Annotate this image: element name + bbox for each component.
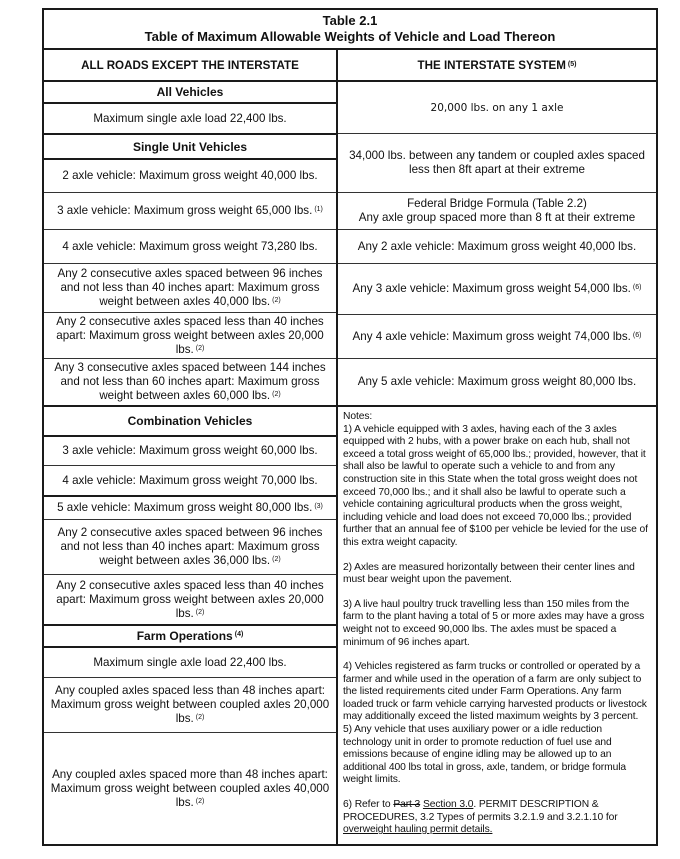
- row-text: Any 3 axle vehicle: Maximum gross weight 54,000 lbs.: [352, 282, 631, 295]
- table-row: [44, 520, 336, 574]
- section-heading: All Vehicles: [156, 85, 224, 99]
- table-row: [44, 437, 336, 465]
- table-row: [338, 134, 656, 192]
- table-row: [338, 193, 656, 229]
- table-caption: Table of Maximum Allowable Weights of Vehicle and Load Thereon: [144, 29, 556, 44]
- row-text: Any 4 axle vehicle: Maximum gross weight 74,000 lbs.: [352, 329, 631, 343]
- right-header-text: THE INTERSTATE SYSTEM: [417, 58, 566, 72]
- table-row: [44, 733, 336, 844]
- row-text: Any 3 consecutive axles spaced between 144 inches and not less than 60 inches apart: Maximum gross weight between axles 60,000 lbs.: [54, 361, 326, 402]
- row-text-secondary: Any axle group spaced more than 8 ft at their extreme: [358, 211, 636, 224]
- row-text: 5 axle vehicle: Maximum gross weight 80,000 lbs.: [57, 501, 313, 514]
- row-text: Any 2 axle vehicle: Maximum gross weight 40,000 lbs.: [357, 239, 637, 253]
- table-row: [44, 230, 336, 263]
- table-row: [44, 466, 336, 495]
- row-text: 4 axle vehicle: Maximum gross weight 70,000 lbs.: [62, 473, 318, 487]
- row-text: Maximum single axle load 22,400 lbs.: [93, 111, 287, 125]
- left-column-header: [44, 50, 336, 81]
- row-text: 3 axle vehicle: Maximum gross weight 65,000 lbs.: [57, 204, 313, 217]
- table-row: [44, 575, 336, 624]
- section-single-unit: [44, 135, 336, 158]
- row-text: 34,000 lbs. between any tandem or coupled axles spaced less then 8ft apart at their extreme: [349, 149, 645, 176]
- footnote-ref: (2): [195, 714, 205, 721]
- table-row: [44, 313, 336, 358]
- row-text: Any 5 axle vehicle: Maximum gross weight 80,000 lbs.: [357, 375, 637, 388]
- footnote-ref: (2): [195, 344, 205, 352]
- row-text: Any coupled axles spaced less than 48 inches apart: Maximum gross weight between coupled axles 20,000 lbs.: [50, 684, 330, 725]
- note-3: 3) A live haul poultry truck travelling less than 150 miles from the farm to the plant having a total of 5 or more axles may have a gross weight not to exceed 90,000 lbs. The axles must be spaced a minimum of 96 inches apart.: [343, 598, 645, 648]
- footnote-ref: (2): [272, 297, 281, 304]
- note-6-body: . PERMIT DESCRIPTION & PROCEDURES, 3.2 Types of permits 3.2.1.9 and 3.2.1.10 for: [343, 799, 618, 823]
- note-2: 2) Axles are measured horizontally between their center lines and must bear weight upon the pavement.: [343, 561, 635, 586]
- struck-text: Part 3: [393, 799, 421, 811]
- left-header-text: ALL ROADS EXCEPT THE INTERSTATE: [81, 58, 299, 72]
- notes-heading: Notes:: [343, 411, 373, 422]
- weights-table: [42, 8, 658, 846]
- footnote-ref: (6): [632, 284, 642, 291]
- footnote-ref: (2): [195, 608, 205, 616]
- right-column-header: [338, 50, 656, 81]
- row-text: Any 2 consecutive axles spaced less than 40 inches apart: Maximum gross weight between axles 20,000 lbs.: [56, 578, 324, 620]
- section-reference: Section 3.0: [422, 799, 474, 811]
- table-row: [44, 648, 336, 677]
- row-text: 20,000 lbs. on any 1 axle: [430, 101, 564, 114]
- row-text: Maximum single axle load 22,400 lbs.: [93, 655, 287, 669]
- section-farm-operations: [44, 626, 336, 646]
- table-title: [44, 10, 656, 48]
- table-row: [44, 193, 336, 229]
- table-row: [44, 104, 336, 133]
- section-heading: Combination Vehicles: [127, 414, 253, 428]
- note-5: 5) Any vehicle that uses auxiliary power or a idle reduction technology unit in order to promote reduction of fuel use and emissions because of engine idling may be allowed up to an additional 400 lbs total in gross, axle, tandem, or bridge formula weight limits.: [343, 724, 627, 786]
- row-text: 4 axle vehicle: Maximum gross weight 73,280 lbs.: [62, 239, 318, 253]
- note-6: [343, 799, 650, 837]
- table-row: [338, 264, 656, 314]
- footnote-ref: (2): [272, 556, 281, 563]
- table-row: [44, 497, 336, 519]
- footnote-ref: (5): [567, 60, 577, 68]
- table-row: [338, 82, 656, 133]
- notes-section: [338, 407, 656, 844]
- row-text: Federal Bridge Formula (Table 2.2): [407, 197, 587, 210]
- footnote-ref: (6): [632, 331, 642, 339]
- footnote-ref: (4): [234, 631, 244, 638]
- row-text: 3 axle vehicle: Maximum gross weight 60,000 lbs.: [62, 444, 318, 457]
- table-number: Table 2.1: [322, 13, 378, 28]
- row-text: Any 2 consecutive axles spaced between 96 inches and not less than 40 inches apart: Maximum gross weight between axles 40,000 lbs.: [57, 267, 323, 308]
- note-6-tail: overweight hauling permit details.: [343, 824, 493, 836]
- row-text: Any 2 consecutive axles spaced less than 40 inches apart: Maximum gross weight between axles 20,000 lbs.: [56, 314, 324, 356]
- section-heading: Single Unit Vehicles: [132, 139, 248, 154]
- footnote-ref: (1): [314, 206, 323, 213]
- table-row: [44, 678, 336, 732]
- table-row: [338, 315, 656, 358]
- note-4: 4) Vehicles registered as farm trucks or controlled or operated by a farmer and while used in the operation of a farm are only subject to the listed requirements cited under Farm Operations. Any farm loaded truck or farm vehicle carrying harvested products or livestock may additionally exceed the listed maximum weights by 3 percent.: [343, 661, 647, 723]
- section-heading: Farm Operations: [136, 629, 233, 643]
- table-row: [338, 230, 656, 263]
- row-text: 2 axle vehicle: Maximum gross weight 40,000 lbs.: [62, 169, 318, 182]
- table-row: [338, 359, 656, 405]
- footnote-ref: (2): [272, 391, 281, 398]
- row-text: Any coupled axles spaced more than 48 inches apart: Maximum gross weight between coupled axles 40,000 lbs.: [50, 767, 330, 809]
- table-row: [44, 359, 336, 405]
- footnote-ref: (3): [314, 503, 323, 510]
- row-text: Any 2 consecutive axles spaced between 96 inches and not less than 40 inches apart: Maximum gross weight between axles 36,000 lbs.: [57, 526, 323, 567]
- section-all-vehicles: [44, 82, 336, 102]
- table-row: [44, 160, 336, 192]
- note-1: 1) A vehicle equipped with 3 axles, having each of the 3 axles equipped with 2 hubs, with a power brake on each hub, shall not exceed a total gross weight of 65,000 lbs.; provided, however, that it shall also be lawful to operate such a vehicle to and from any construction site in this State when the total gross weight does not exceed 70,000 lbs.; and it shall also be lawful to operate such a vehicle containing agricultural products when the gross weight, including vehicle and load does not exceed 70,000 lbs.; provided further that an annual fee of $100 per vehicle be levied for the use of this extra weight capacity.: [343, 423, 648, 548]
- section-combination: [44, 407, 336, 435]
- note-6-prefix: 6) Refer to: [343, 799, 394, 811]
- footnote-ref: (2): [195, 797, 205, 805]
- table-row: [44, 264, 336, 312]
